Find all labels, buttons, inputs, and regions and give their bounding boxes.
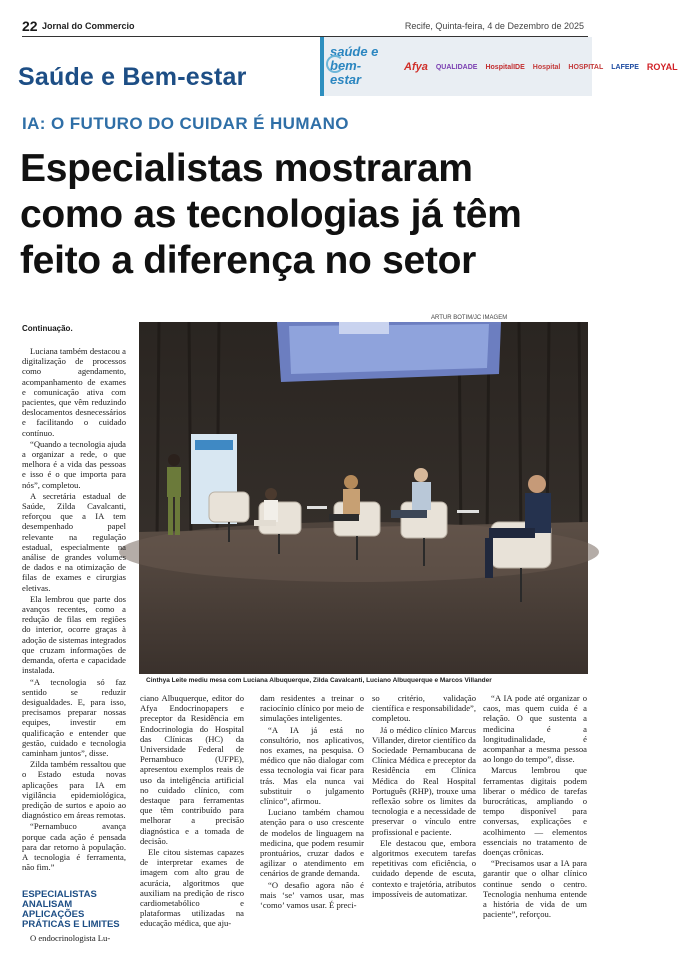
paragraph: “A IA pode até organizar o caos, mas quem cuida é a relação. O que sustenta a medicina é a longitudinalidade, é acompanhar a mesma pessoa ao longo do tempo”, disse. bbox=[483, 693, 587, 765]
panel-photo-illustration bbox=[139, 322, 588, 674]
paragraph: Luciano também chamou atenção para o uso crescente de modelos de linguagem na medicina, que podem resumir prontuários, cruzar dados e agilizar o atendimento em cenários de grande demanda. bbox=[260, 807, 364, 879]
paragraph: Ela lembrou que parte dos avanços recentes, como a redução de filas em regiões do interior, ocorre graças à adoção de sistemas integrados que cruzam informações de demanda, oferta e capacidade instalada. bbox=[22, 593, 126, 676]
paragraph: Ele citou sistemas capazes de interpretar exames de imagem com alto grau de acurácia, algoritmos que auxiliam na predição de risco cardiometabólico e plataformas utilizadas na educação médica, que aju- bbox=[140, 847, 244, 929]
text-column-5 bbox=[483, 693, 587, 920]
text-column-1 bbox=[22, 346, 126, 873]
paragraph: Luciana também destacou a digitalização de processos como agendamento, acompanhamento de exames e comunicação ativa com pacientes, que vêm reduzindo deslocamentos desnecessários e facilitando o cuidado contínuo. bbox=[22, 346, 126, 438]
paragraph: Marcus lembrou que ferramentas digitais podem liberar o médico de tarefas burocráticas, ampliando o tempo disponível para conversas, explicações e acolhimento — elementos essenciais no tratamento de doenças crônicas. bbox=[483, 765, 587, 858]
paragraph: Já o médico clínico Marcus Villander, diretor científico da Sociedade Pernambucana de Clínica Médica e preceptor da Residência em Clínica Médica do Real Hospital Português (RHP), trouxe uma reflexão sobre os limites da tecnologia e a necessidade de preservar o vínculo entre profissional e paciente. bbox=[372, 724, 476, 837]
continuation-label: Continuação. bbox=[22, 324, 73, 333]
paragraph: “Precisamos usar a IA para garantir que o olhar clínico continue sendo o centro. Tecnologia nenhuma entende a história de vida de um paciente”, reforçou. bbox=[483, 858, 587, 920]
publication-name: Jornal do Commercio bbox=[42, 21, 135, 31]
photo-caption: Cinthya Leite mediu mesa com Luciana Albuquerque, Zilda Cavalcanti, Luciano Albuquerque e Marcos Villander bbox=[146, 677, 492, 684]
sponsor-logo: Afya bbox=[404, 61, 428, 73]
sponsor-band bbox=[320, 37, 678, 96]
sponsor-logo: LAFEPE bbox=[611, 63, 639, 71]
paragraph: A secretária estadual de Saúde, Zilda Cavalcanti, reforçou que a IA tem desempenhado papel relevante na regulação estadual, especialmente na análise de grandes volumes de dados e na otimização de filas de exames e cirurgias eletivas. bbox=[22, 490, 126, 593]
paragraph: “Quando a tecnologia ajuda a organizar a rede, o que melhora é a vida das pessoas e isso é o que importa para nós”, completou. bbox=[22, 438, 126, 490]
paragraph: “A tecnologia só faz sentido se reduzir desigualdades. E, para isso, precisamos preparar nossas equipes, investir em qualificação e entender que gestão, cuidado e tecnologia caminham juntos”, disse. bbox=[22, 676, 126, 758]
paragraph: Ele destacou que, embora algoritmos executem tarefas repetitivas com eficiência, o cuidado depende de escuta, contexto e trajetória, atributos impossíveis de automatizar. bbox=[372, 837, 476, 899]
event-photo bbox=[139, 322, 588, 674]
page-number: 22 bbox=[22, 18, 38, 34]
section-logo: saúde e bem-estar bbox=[330, 45, 392, 85]
section-title: Saúde e Bem-estar bbox=[18, 63, 247, 91]
logo-swirl-icon bbox=[326, 55, 344, 73]
paragraph: dam residentes a treinar o raciocínio clínico por meio de simulações inteligentes. bbox=[260, 693, 364, 724]
paragraph: so critério, validação científica e responsabilidade”, completou. bbox=[372, 693, 476, 724]
paragraph: “A IA já está no consultório, nos aplicativos, nos exames, na pesquisa. O médico que não dialogar com essa tecnologia vai ficar para trás. Mas ela nunca vai substituir o julgamento clínico”, afirmou. bbox=[260, 724, 364, 807]
article-kicker: IA: O FUTURO DO CUIDAR É HUMANO bbox=[22, 114, 349, 133]
paragraph: Zilda também ressaltou que o Estado estuda novas aplicações para IA em vigilância epidemiológica, predição de surtos e apoio ao diagnóstico em áreas remotas. bbox=[22, 759, 126, 821]
paragraph: “O desafio agora não é mais ‘se’ vamos usar, mas ‘como’ vamos usar. É preci- bbox=[260, 879, 364, 911]
sidebar-text: O endocrinologista Lu- bbox=[30, 933, 111, 943]
sponsor-logo: Hospital bbox=[532, 63, 561, 71]
dateline: Recife, Quinta-feira, 4 de Dezembro de 2025 bbox=[404, 21, 584, 31]
text-column-3 bbox=[260, 693, 364, 911]
text-column-2 bbox=[140, 693, 244, 930]
text-column-4 bbox=[372, 693, 476, 900]
sidebar-subheading: ESPECIALISTAS ANALISAM APLICAÇÕES PRÁTICAS E LIMITES bbox=[22, 889, 120, 930]
sponsor-logo: HospitalIDE bbox=[485, 63, 525, 71]
sponsor-logo: ROYAL bbox=[646, 62, 678, 72]
page-header bbox=[22, 20, 588, 37]
photo-credit: ARTUR BOTIM/JC IMAGEM bbox=[431, 315, 508, 321]
sponsor-logo: HOSPITAL bbox=[568, 63, 604, 71]
paragraph: “Pernambuco avança porque cada ação é pensada para dar retorno à população. A tecnologia é ferramenta, não fim.” bbox=[22, 821, 126, 873]
article-headline: Especialistas mostraram como as tecnologias já têm feito a diferença no setor bbox=[20, 147, 522, 282]
sponsor-logos bbox=[404, 61, 678, 73]
sponsor-logo: QUALIDADE bbox=[435, 63, 478, 71]
paragraph: ciano Albuquerque, editor do Afya Endocrinopapers e preceptor da Residência em Endocrinologia do Hospital das Clínicas (HC) da Universidade Federal de Pernambuco (UFPE), apresentou exemplos reais de uso da inteligência artificial no cuidado clínico, com destaque para ferramentas que têm contribuído para melhorar a precisão diagnóstica e a tomada de decisão. bbox=[140, 693, 244, 846]
